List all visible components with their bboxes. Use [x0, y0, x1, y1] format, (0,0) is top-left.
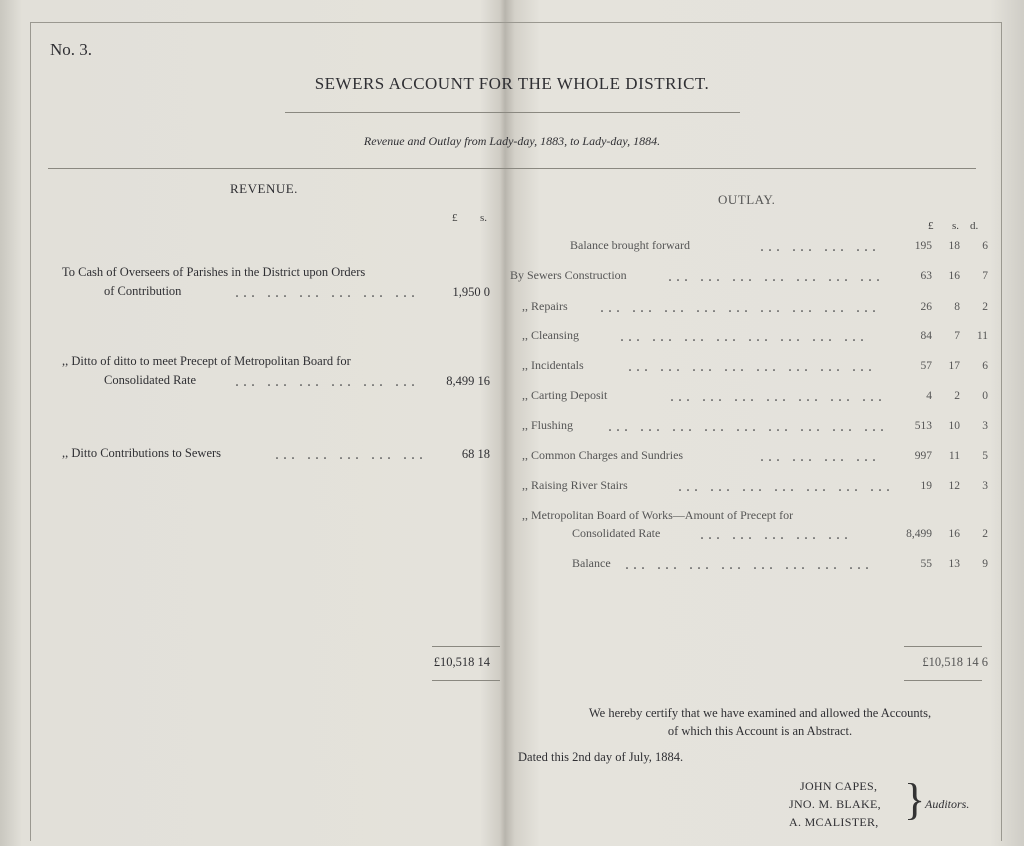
- outlay-pounds: 4: [926, 390, 932, 402]
- page-subtitle: Revenue and Outlay from Lady-day, 1883, to Lady-day, 1884.: [363, 134, 661, 148]
- outlay-shillings: 17: [948, 360, 960, 372]
- page-title: SEWERS ACCOUNT FOR THE WHOLE DISTRICT.: [314, 74, 710, 93]
- outlay-pounds: 8,499: [906, 528, 932, 540]
- outlay-pounds: 19: [920, 480, 932, 492]
- leader-dots: ... ... ... ... ... ... ... ... ...: [608, 418, 888, 435]
- revenue-entry-2-line1: ,, Ditto of ditto to meet Precept of Metropolitan Board for: [62, 354, 351, 368]
- auditor-name: JOHN CAPES,: [800, 779, 878, 793]
- outlay-shillings: 10: [948, 420, 960, 432]
- leader-dots: ... ... ... ... ...: [700, 526, 852, 543]
- outlay-pence: 3: [982, 480, 988, 492]
- outlay-shillings: 16: [948, 270, 960, 282]
- certification-date: Dated this 2nd day of July, 1884.: [518, 750, 684, 764]
- outlay-label-line2: Consolidated Rate: [572, 526, 661, 540]
- outlay-pence: 3: [982, 420, 988, 432]
- document-number: No. 3.: [50, 40, 93, 59]
- outlay-label: ,, Incidentals: [522, 358, 584, 372]
- outlay-pence: 2: [982, 301, 988, 313]
- outlay-pounds: 26: [920, 301, 932, 313]
- leader-dots: ... ... ... ... ... ...: [235, 284, 419, 301]
- certification-line1: We hereby certify that we have examined and allowed the Accounts,: [588, 706, 932, 720]
- revenue-heading: REVENUE.: [230, 181, 298, 196]
- leader-dots: ... ... ... ... ... ... ... ... ...: [600, 299, 880, 316]
- outlay-total: £10,518 14 6: [922, 655, 988, 669]
- outlay-shillings: 12: [948, 480, 960, 492]
- outlay-pounds: 63: [920, 270, 932, 282]
- outlay-label: ,, Carting Deposit: [522, 388, 608, 402]
- outlay-label: By Sewers Construction: [510, 268, 627, 282]
- revenue-entry-1-amount: 1,950 0: [452, 285, 490, 299]
- leader-dots: ... ... ... ... ... ...: [235, 373, 419, 390]
- outlay-col-shillings: s.: [952, 220, 960, 232]
- leader-dots: ... ... ... ... ... ... ... ...: [628, 358, 876, 375]
- auditor-name: JNO. M. BLAKE,: [789, 797, 881, 811]
- revenue-col-shillings: s.: [480, 212, 488, 224]
- outlay-label: Balance: [572, 556, 611, 570]
- outlay-pence: 7: [982, 270, 988, 282]
- outlay-pence: 11: [976, 330, 988, 342]
- outlay-pence: 5: [982, 450, 988, 462]
- outlay-shillings: 18: [948, 240, 960, 252]
- leader-dots: ... ... ... ... ... ... ... ...: [620, 328, 868, 345]
- leader-dots: ... ... ... ... ... ... ...: [678, 478, 894, 495]
- revenue-total-rule-top: [432, 646, 500, 647]
- outlay-total-rule-top: [904, 646, 982, 647]
- revenue-col-pounds: £: [452, 212, 458, 224]
- revenue-total-rule-bottom: [432, 680, 500, 681]
- outlay-label: ,, Cleansing: [522, 328, 579, 342]
- outlay-pounds: 55: [920, 558, 932, 570]
- leader-dots: ... ... ... ... ... ... ...: [668, 268, 884, 285]
- outlay-label: ,, Repairs: [522, 299, 568, 313]
- revenue-entry-3-line1: ,, Ditto Contributions to Sewers: [62, 446, 222, 460]
- outlay-total-rule-bottom: [904, 680, 982, 681]
- outlay-pounds: 997: [914, 450, 932, 462]
- revenue-entry-3-amount: 68 18: [461, 447, 490, 461]
- leader-dots: ... ... ... ... ... ... ...: [670, 388, 886, 405]
- outlay-pence: 6: [982, 240, 988, 252]
- revenue-total: £10,518 14: [433, 655, 490, 669]
- revenue-entry-1-line2: of Contribution: [104, 284, 182, 298]
- revenue-entry-2-amount: 8,499 16: [446, 374, 490, 388]
- auditor-name: A. MCALISTER,: [789, 815, 879, 829]
- outlay-pence: 0: [982, 390, 988, 402]
- outlay-shillings: 8: [954, 301, 960, 313]
- outlay-pence: 2: [982, 528, 988, 540]
- outlay-heading: OUTLAY.: [718, 192, 776, 207]
- auditors-brace: }: [904, 775, 926, 824]
- outlay-pounds: 84: [920, 330, 932, 342]
- certification-line2: of which this Account is an Abstract.: [667, 724, 853, 738]
- auditors-label: Auditors.: [925, 797, 970, 811]
- outlay-label: ,, Flushing: [522, 418, 574, 432]
- outlay-label: Balance brought forward: [570, 238, 690, 252]
- outlay-shillings: 11: [948, 450, 960, 462]
- outlay-pence: 9: [982, 558, 988, 570]
- leader-dots: ... ... ... ... ... ... ... ...: [625, 556, 873, 573]
- outlay-shillings: 7: [954, 330, 960, 342]
- outlay-shillings: 13: [948, 558, 960, 570]
- outlay-pence: 6: [982, 360, 988, 372]
- outlay-pounds: 57: [920, 360, 932, 372]
- outlay-shillings: 16: [948, 528, 960, 540]
- outlay-shillings: 2: [954, 390, 960, 402]
- leader-dots: ... ... ... ...: [760, 448, 880, 465]
- leader-dots: ... ... ... ...: [760, 238, 880, 255]
- revenue-entry-2-line2: Consolidated Rate: [104, 373, 196, 387]
- outlay-pounds: 513: [914, 420, 932, 432]
- outlay-label: ,, Common Charges and Sundries: [522, 448, 684, 462]
- revenue-entry-1-line1: To Cash of Overseers of Parishes in the District upon Orders: [62, 265, 366, 279]
- outlay-pounds: 195: [914, 240, 932, 252]
- leader-dots: ... ... ... ... ...: [275, 446, 427, 463]
- outlay-label: ,, Raising River Stairs: [522, 478, 628, 492]
- outlay-col-pence: d.: [970, 220, 979, 232]
- outlay-label: ,, Metropolitan Board of Works—Amount of Precept for: [522, 508, 794, 522]
- outlay-col-pounds: £: [928, 220, 934, 232]
- header-rule: [48, 168, 976, 169]
- title-rule: [285, 112, 740, 113]
